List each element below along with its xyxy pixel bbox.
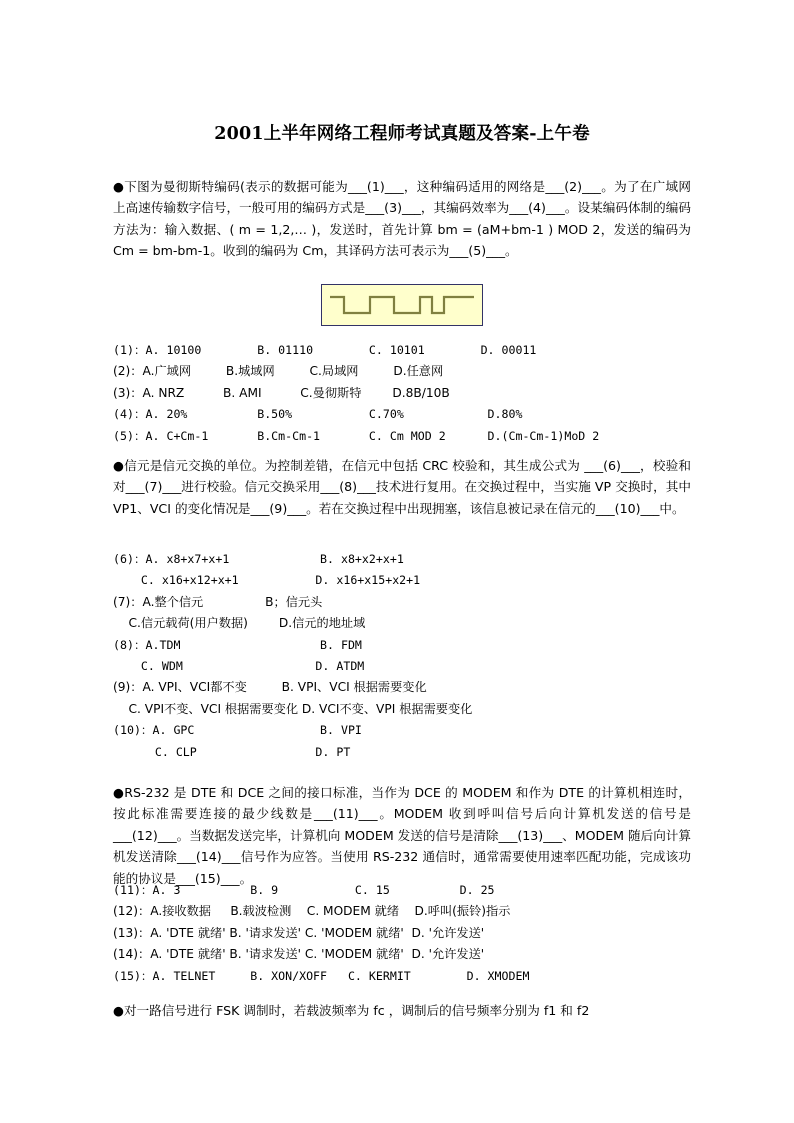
option-line: C.信元载荷(用户数据) D.信元的地址域 — [113, 616, 366, 631]
question-stem-3: ●RS-232 是 DTE 和 DCE 之间的接口标准，当作为 DCE 的 MODEM 和作为 DTE 的计算机相连时，按此标准需要连接的最少线数是___(11)___。MODEM 收到呼叫信号后向计算机发送的信号是___(12)___。当数据发送完毕，计算机向 MODEM 发送的信号是清除___(13)___、MODEM 随后向计算机发送清除___(14)___信号作为应答。当使用 RS-232 通信时，通常需要使用速率匹配功能，完成该功能的协议是___(15)___。 — [113, 785, 691, 886]
option-line: (11)：A. 3 B. 9 C. 15 D. 25 — [113, 883, 495, 897]
question-block-2 — [113, 455, 691, 519]
option-line: (3)：A. NRZ B. AMI C.曼彻斯特 D.8B/10B — [113, 385, 450, 400]
option-line: (6)：A. x8+x7+x+1 B. x8+x2+x+1 — [113, 552, 404, 566]
question-block-4 — [113, 1000, 691, 1021]
options-group-3 — [113, 880, 691, 987]
option-line: (5)：A. C+Cm-1 B.Cm-Cm-1 C. Cm MOD 2 D.(Cm-Cm-1)MoD 2 — [113, 428, 600, 443]
question-stem-1: ●下图为曼彻斯特编码(表示的数据可能为___(1)___，这种编码适用的网络是___(2)___。为了在广域网上高速传输数字信号，一般可用的编码方式是___(3)___，其编码效率为___(4)___。设某编码体制的编码方法为：输入数据、( m = 1,2,… )，发送时，首先计算 bm = (aM+bm-1 ) MOD 2，发送的编码为 Cm = bm-bm-1。收到的编码为 Cm，其译码方法可表示为___(5)___。 — [113, 179, 691, 259]
waveform-line — [330, 297, 474, 313]
option-line: C. CLP D. PT — [113, 744, 351, 759]
waveform-box — [321, 284, 483, 326]
option-line: (15)：A. TELNET B. XON/XOFF C. KERMIT D. XMODEM — [113, 968, 530, 983]
option-line: (1)：A. 10100 B. 01110 C. 10101 D. 00011 — [113, 343, 537, 357]
options-group-1 — [113, 340, 691, 447]
option-line: (7)：A.整个信元 B；信元头 — [113, 594, 323, 609]
waveform-svg — [322, 285, 482, 325]
question-stem-2: ●信元是信元交换的单位。为控制差错，在信元中包括 CRC 校验和，其生成公式为 ___(6)___，校验和对___(7)___进行校验。信元交换采用___(8)___技术进行复用。在交换过程中，当实施 VP 交换时，其中 VP1、VCI 的变化情况是___(9)___。若在交换过程中出现拥塞，该信息被记录在信元的___(10)___中。 — [113, 458, 691, 516]
question-block-3 — [113, 782, 691, 889]
option-line: (8)：A.TDM B. FDM — [113, 637, 362, 652]
question-stem-4: ●对一路信号进行 FSK 调制时，若载波频率为 fc ，调制后的信号频率分别为 f1 和 f2 — [113, 1003, 590, 1018]
options-group-2 — [113, 549, 691, 763]
figure-manchester-waveform — [113, 284, 691, 331]
page-title: 2001上半年网络工程师考试真题及答案-上午卷 — [214, 124, 590, 144]
option-line: (10)：A. GPC B. VPI — [113, 723, 362, 738]
option-line: (14)：A. 'DTE 就绪' B. '请求发送' C. 'MODEM 就绪' D. '允许发送' — [113, 947, 485, 962]
option-line: (2)：A.广域网 B.城域网 C.局域网 D.任意网 — [113, 364, 444, 379]
option-line: (9)：A. VPI、VCI都不变 B. VPI、VCI 根据需要变化 — [113, 680, 427, 695]
option-line: (13)：A. 'DTE 就绪' B. '请求发送' C. 'MODEM 就绪' D. '允许发送' — [113, 925, 485, 940]
option-line: C. WDM D. ATDM — [113, 659, 365, 674]
option-line: C. x16+x12+x+1 D. x16+x15+x2+1 — [113, 573, 421, 588]
option-line: (4)：A. 20% B.50% C.70% D.80% — [113, 407, 523, 422]
option-line: (12)：A.接收数据 B.载波检测 C. MODEM 就绪 D.呼叫(振铃)指示 — [113, 904, 511, 919]
question-block-1 — [113, 176, 691, 262]
option-line: C. VPI不变、VCI 根据需要变化 D. VCI不变、VPI 根据需要变化 — [113, 701, 473, 716]
